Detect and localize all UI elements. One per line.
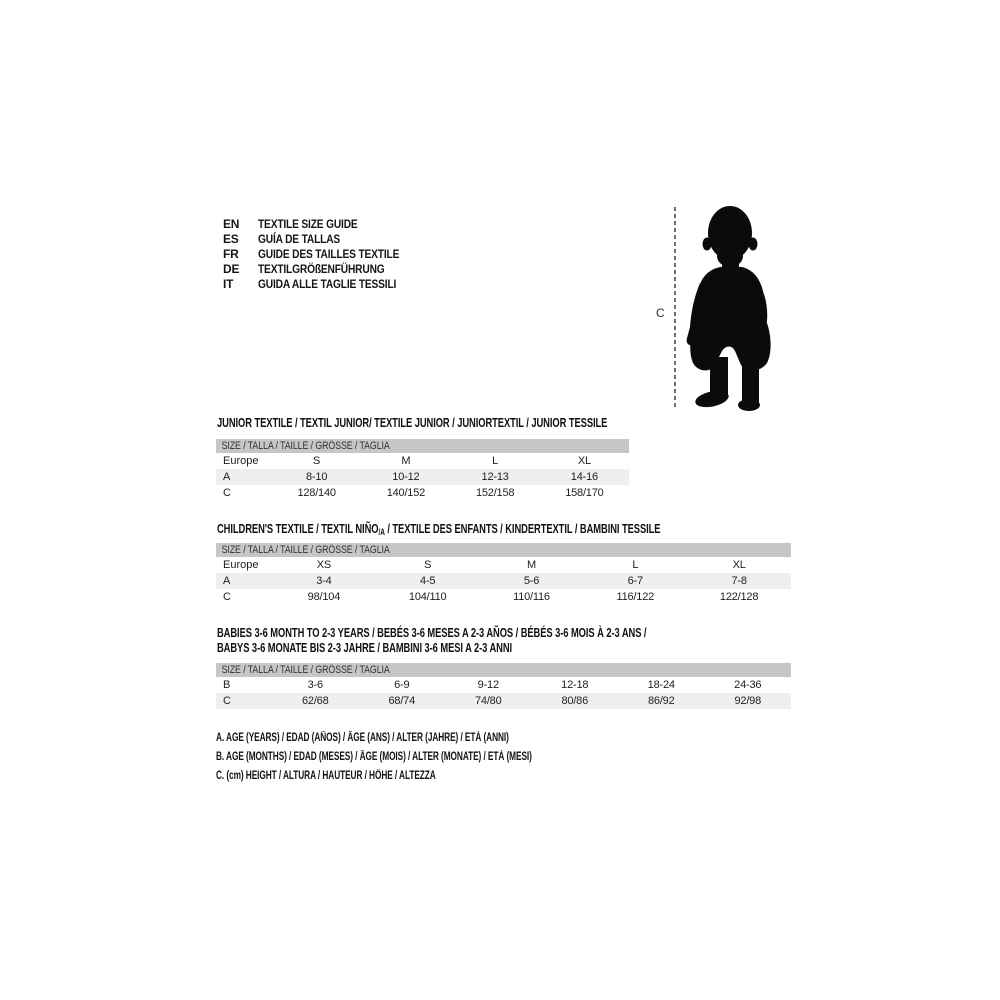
language-guide-title: TEXTILGRÖßENFÜHRUNG	[258, 261, 385, 276]
language-row-fr	[223, 246, 424, 261]
table-cell: 116/122	[616, 591, 655, 603]
table-row-europe	[216, 557, 791, 573]
legend-line-b: B. AGE (MONTHS) / EDAD (MESES) / ÂGE (MOIS) / ALTER (MONATE) / ETÀ (MESI)	[216, 751, 532, 763]
row-label: B	[223, 679, 231, 691]
table-cell: 86/92	[647, 695, 675, 707]
size-header-bar	[216, 439, 629, 453]
table-cell: S	[313, 455, 321, 467]
size-header-text: SIZE / TALLA / TAILLE / GRÖSSE / TAGLIA	[221, 544, 390, 556]
table-cell: 158/170	[565, 487, 604, 499]
table-row-c	[216, 589, 791, 605]
table-cell: 62/68	[301, 695, 329, 707]
table-cell: 8-10	[306, 471, 328, 483]
table-cell: 110/116	[513, 591, 550, 603]
table-cell: 6-7	[627, 575, 643, 587]
height-dashed-line	[674, 207, 676, 407]
legend-line-a: A. AGE (YEARS) / EDAD (AÑOS) / ÂGE (ANS) / ALTER (JAHRE) / ETÀ (ANNI)	[216, 732, 509, 744]
table-cell: 10-12	[392, 471, 420, 483]
table-cell: L	[632, 559, 639, 571]
toddler-silhouette-icon	[686, 199, 780, 413]
table-cell: 3-6	[307, 679, 323, 691]
table-row-a	[216, 573, 791, 589]
junior-size-table	[216, 439, 629, 501]
height-marker-label: C	[656, 306, 665, 320]
babies-title-line-2: BABYS 3-6 MONATE BIS 2-3 JAHRE / BAMBINI 3-6 MESI A 2-3 ANNI	[217, 640, 513, 655]
table-cell: 6-9	[394, 679, 410, 691]
children-size-table	[216, 543, 791, 605]
legend	[216, 732, 655, 789]
table-cell: 9-12	[477, 679, 499, 691]
table-cell: 4-5	[420, 575, 436, 587]
table-row-b	[216, 677, 791, 693]
size-header-text: SIZE / TALLA / TAILLE / GRÖSSE / TAGLIA	[221, 664, 390, 676]
row-label: Europe	[223, 455, 259, 467]
table-cell: 74/80	[474, 695, 502, 707]
table-cell: 152/158	[475, 487, 515, 499]
row-label: A	[223, 575, 231, 587]
babies-size-table	[216, 663, 791, 709]
language-guide-title: TEXTILE SIZE GUIDE	[258, 216, 358, 231]
table-cell: M	[401, 455, 411, 467]
table-cell: 12-13	[481, 471, 509, 483]
table-cell: M	[527, 559, 536, 571]
table-cell: 5-6	[523, 575, 540, 587]
row-label: A	[223, 471, 231, 483]
table-cell: 80/86	[561, 695, 589, 707]
size-header-bar	[216, 543, 791, 557]
language-row-it	[223, 276, 424, 291]
table-row-europe	[216, 453, 629, 469]
table-row-c	[216, 693, 791, 709]
table-row-c	[216, 485, 629, 501]
table-row-a	[216, 469, 629, 485]
table-cell: XS	[316, 559, 332, 571]
table-cell: L	[492, 455, 499, 467]
language-code: IT	[223, 276, 234, 291]
children-title-subscript: /A	[378, 527, 385, 537]
table-cell: 128/140	[297, 487, 336, 499]
table-cell: 12-18	[561, 679, 589, 691]
legend-line-c: C. (cm) HEIGHT / ALTURA / HAUTEUR / HÖHE / ALTEZZA	[216, 770, 436, 782]
table-cell: 3-4	[316, 575, 332, 587]
row-label: C	[223, 591, 231, 603]
children-title-part: / TEXTILE DES ENFANTS / KINDERTEXTIL / BAMBINI TESSILE	[384, 521, 661, 536]
language-code: ES	[223, 231, 239, 246]
table-cell: 140/152	[386, 487, 426, 499]
table-cell: 7-8	[731, 575, 747, 587]
children-title-part: CHILDREN'S TEXTILE / TEXTIL NIÑO	[217, 521, 379, 536]
junior-table-title: JUNIOR TEXTILE / TEXTIL JUNIOR/ TEXTILE JUNIOR / JUNIORTEXTIL / JUNIOR TESSILE	[217, 415, 608, 430]
language-code: EN	[223, 216, 240, 231]
table-cell: 98/104	[307, 591, 341, 603]
table-cell: 92/98	[734, 695, 762, 707]
babies-table-title	[217, 625, 646, 655]
language-row-de	[223, 261, 424, 276]
table-cell: 14-16	[570, 471, 598, 483]
row-label: C	[223, 487, 231, 499]
table-cell: 18-24	[647, 679, 675, 691]
size-header-bar	[216, 663, 791, 677]
language-row-en	[223, 216, 424, 231]
language-code: FR	[223, 246, 239, 261]
table-cell: 68/74	[388, 695, 416, 707]
row-label: C	[223, 695, 231, 707]
table-cell: XL	[577, 455, 591, 467]
table-cell: 104/110	[408, 591, 447, 603]
language-guide-title: GUÍA DE TALLAS	[258, 231, 341, 246]
table-cell: 122/128	[719, 591, 759, 603]
table-cell: S	[424, 559, 432, 571]
language-guide-title: GUIDE DES TAILLES TEXTILE	[258, 246, 400, 261]
table-cell: XL	[732, 559, 746, 571]
children-table-title	[217, 521, 660, 540]
language-row-es	[223, 231, 424, 246]
language-title-list	[223, 216, 424, 291]
language-code: DE	[223, 261, 240, 276]
language-guide-title: GUIDA ALLE TAGLIE TESSILI	[258, 276, 397, 291]
table-cell: 24-36	[734, 679, 762, 691]
babies-title-line-1: BABIES 3-6 MONTH TO 2-3 YEARS / BEBÉS 3-6 MESES A 2-3 AÑOS / BÉBÉS 3-6 MOIS À 2-3 ANS /	[217, 625, 647, 640]
size-header-text: SIZE / TALLA / TAILLE / GRÖSSE / TAGLIA	[221, 440, 390, 452]
row-label: Europe	[223, 559, 259, 571]
